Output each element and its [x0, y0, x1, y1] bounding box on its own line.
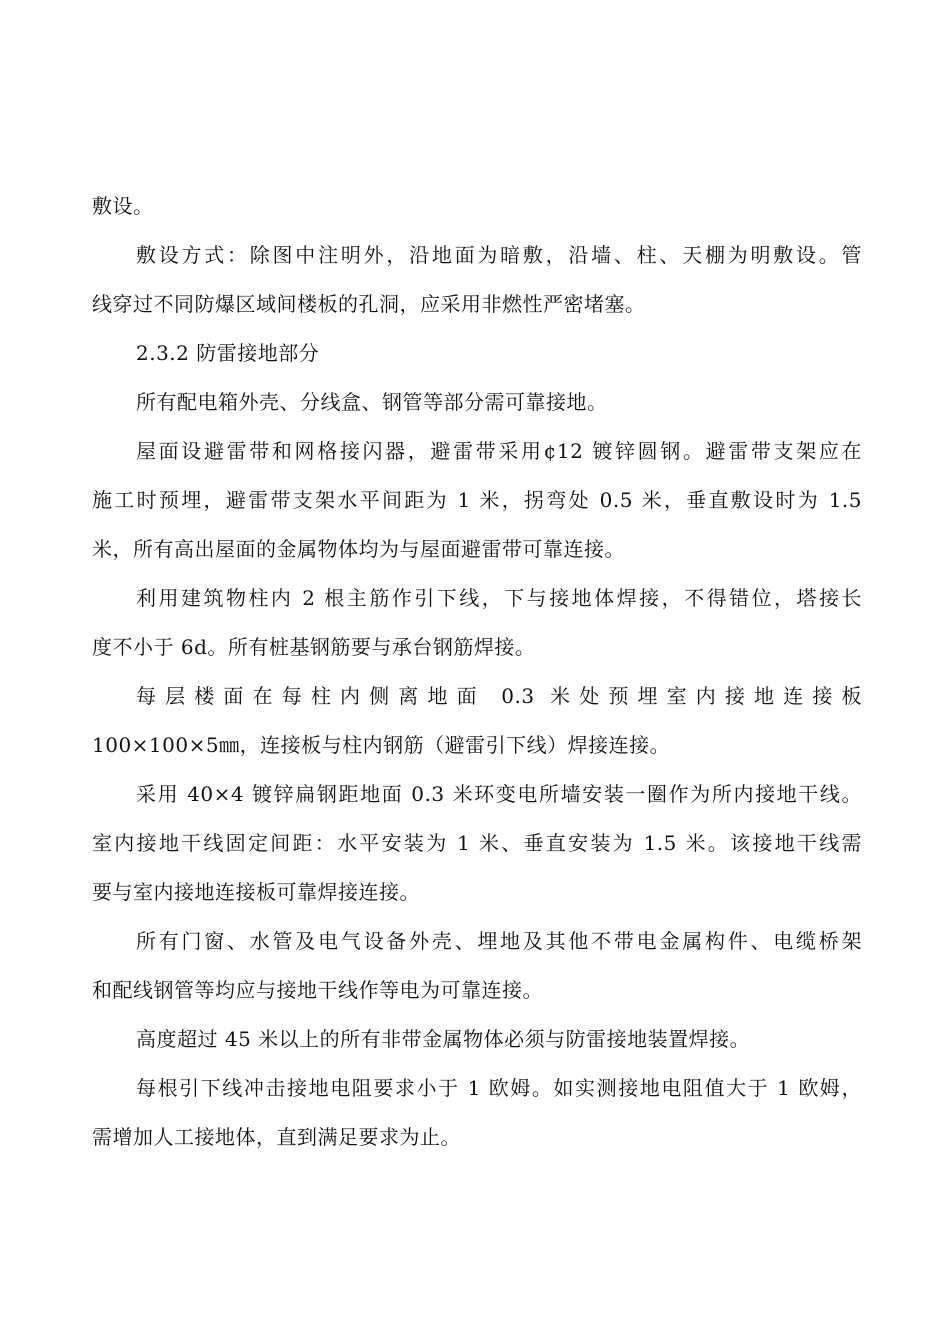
- text-line: 每根引下线冲击接地电阻要求小于 1 欧姆。如实测接地电阻值大于 1 欧姆，: [136, 1076, 862, 1100]
- text-line: 线穿过不同防爆区域间楼板的孔洞，应采用非燃性严密堵塞。: [92, 292, 646, 316]
- text-line: 敷设方式：除图中注明外，沿地面为暗敷，沿墙、柱、天棚为明敷设。管: [136, 243, 862, 267]
- text-line: 要与室内接地连接板可靠焊接连接。: [92, 880, 420, 904]
- text-line: 采用 40×4 镀锌扁钢距地面 0.3 米环变电所墙安装一圈作为所内接地干线。: [136, 782, 862, 806]
- text-line: 和配线钢管等均应与接地干线作等电为可靠连接。: [92, 978, 543, 1002]
- text-line: 施工时预埋，避雷带支架水平间距为 1 米，拐弯处 0.5 米，垂直敷设时为 1.5: [92, 488, 862, 512]
- text-line: 100×100×5㎜，连接板与柱内钢筋（避雷引下线）焊接连接。: [92, 733, 671, 757]
- text-line: 室内接地干线固定间距：水平安装为 1 米、垂直安装为 1.5 米。该接地干线需: [92, 831, 862, 855]
- text-line: 所有门窗、水管及电气设备外壳、埋地及其他不带电金属构件、电缆桥架: [136, 929, 862, 953]
- text-line: 敷设。: [92, 194, 154, 218]
- text-line: 米，所有高出屋面的金属物体均为与屋面避雷带可靠连接。: [92, 537, 625, 561]
- document-page: [92, 182, 862, 1162]
- text-line: 利用建筑物柱内 2 根主筋作引下线，下与接地体焊接，不得错位，塔接长: [136, 586, 862, 610]
- text-line: 需增加人工接地体，直到满足要求为止。: [92, 1125, 461, 1149]
- text-line: 高度超过 45 米以上的所有非带金属物体必须与防雷接地装置焊接。: [136, 1027, 751, 1051]
- section-heading: 2.3.2 防雷接地部分: [136, 341, 320, 365]
- text-line: 度不小于 6d。所有桩基钢筋要与承台钢筋焊接。: [92, 635, 536, 659]
- text-line: 所有配电箱外壳、分线盒、钢管等部分需可靠接地。: [136, 390, 608, 414]
- text-line: 每层楼面在每柱内侧离地面 0.3 米处预埋室内接地连接板: [136, 684, 862, 708]
- text-line: 屋面设避雷带和网格接闪器，避雷带采用¢12 镀锌圆钢。避雷带支架应在: [136, 439, 862, 463]
